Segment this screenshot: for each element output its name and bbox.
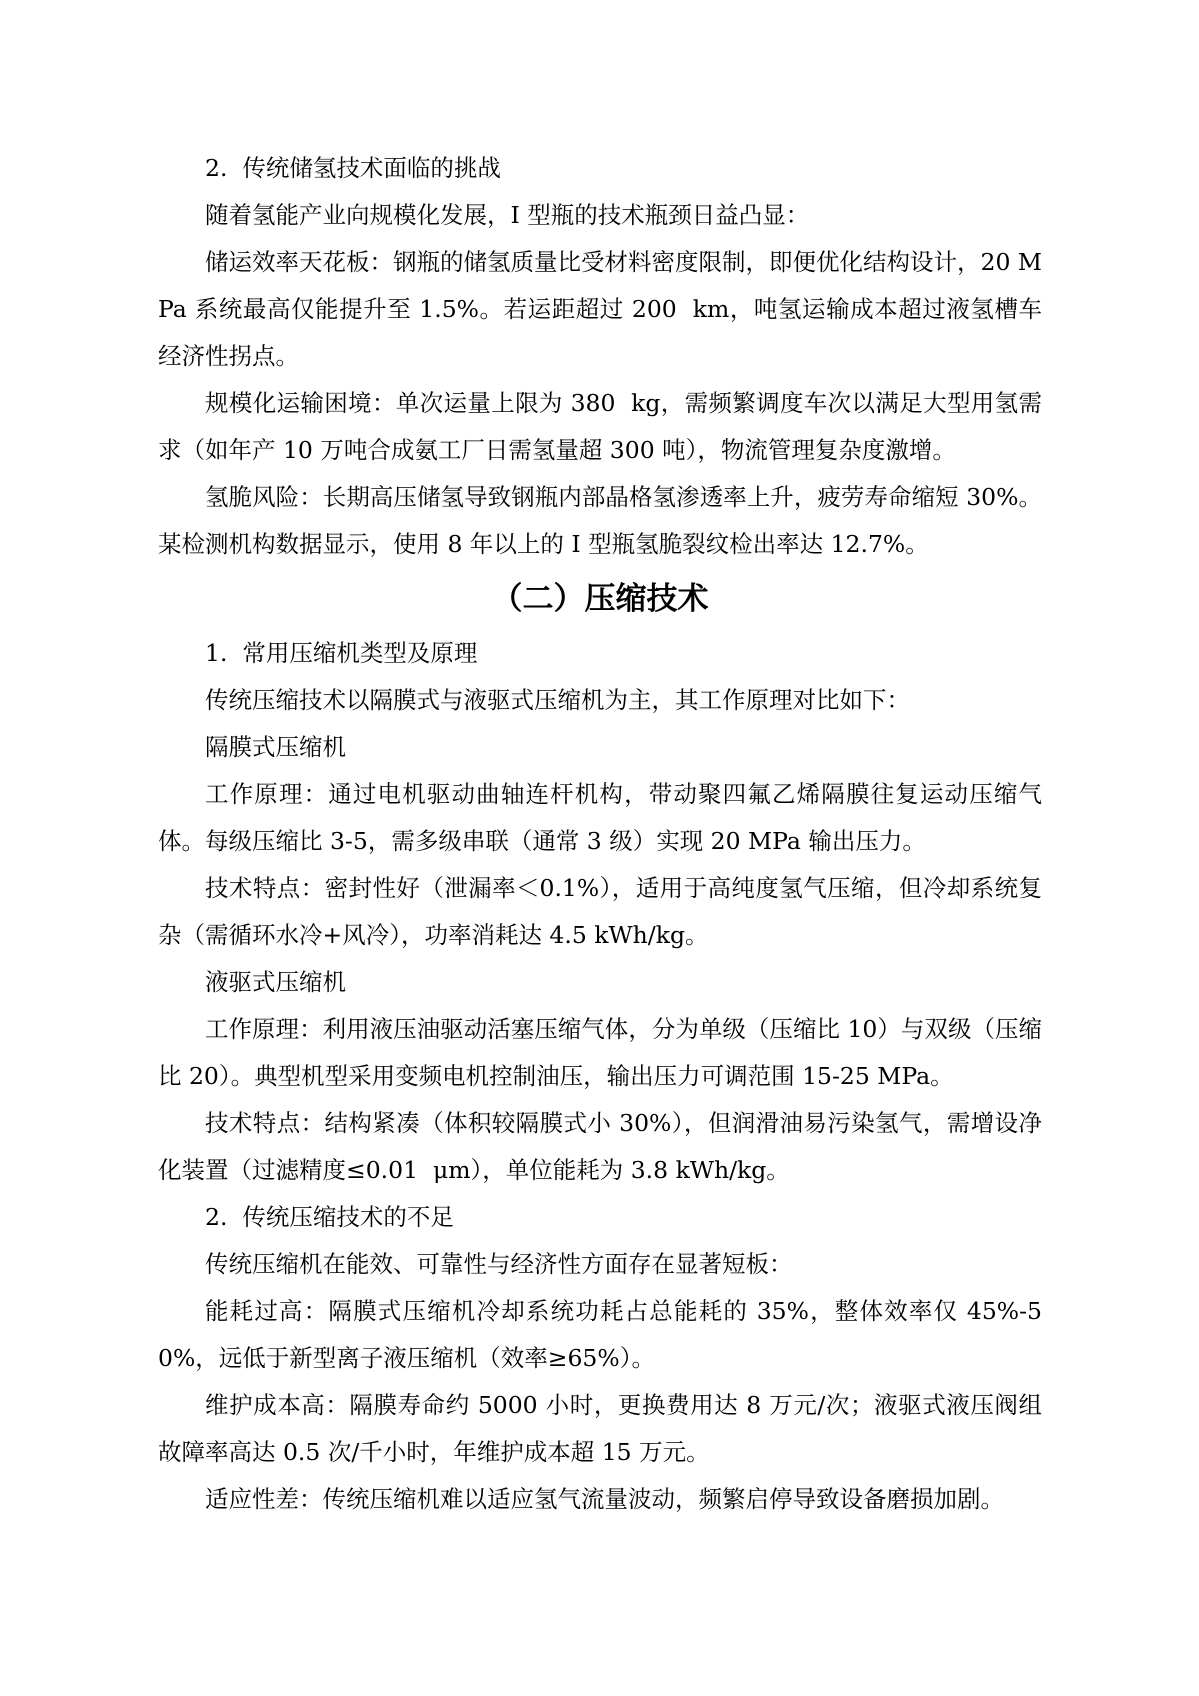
paragraph-challenge-title: 2. 传统储氢技术面临的挑战 xyxy=(205,154,501,182)
paragraph-hydraulic-compressor-label: 液驱式压缩机 xyxy=(205,968,346,996)
paragraph-compressor-types-intro: 传统压缩技术以隔膜式与液驱式压缩机为主，其工作原理对比如下： xyxy=(205,686,910,714)
paragraph-hydraulic-principle: 工作原理：利用液压油驱动活塞压缩气体，分为单级（压缩比 10）与双级（压缩比 20）。典型机型采用变频电机控制油压，输出压力可调范围 15-25 MPa。 xyxy=(158,1015,1042,1090)
paragraph-transport-scale: 规模化运输困境：单次运量上限为 380 kg，需频繁调度车次以满足大型用氢需求（如年产 10 万吨合成氨工厂日需氢量超 300 吨），物流管理复杂度激增。 xyxy=(158,389,1042,464)
paragraph-diaphragm-principle: 工作原理：通过电机驱动曲轴连杆机构，带动聚四氟乙烯隔膜往复运动压缩气体。每级压缩比 3-5，需多级串联（通常 3 级）实现 20 MPa 输出压力。 xyxy=(158,780,1042,855)
paragraph-hydrogen-embrittlement: 氢脆风险：长期高压储氢导致钢瓶内部晶格氢渗透率上升，疲劳寿命缩短 30%。某检测机构数据显示，使用 8 年以上的 I 型瓶氢脆裂纹检出率达 12.7%。 xyxy=(158,483,1042,558)
paragraph-compressor-types-title: 1. 常用压缩机类型及原理 xyxy=(205,639,478,667)
paragraph-poor-adaptability: 适应性差：传统压缩机难以适应氢气流量波动，频繁启停导致设备磨损加剧。 xyxy=(205,1485,1004,1513)
paragraph-shortcomings-title: 2. 传统压缩技术的不足 xyxy=(205,1203,454,1231)
paragraph-hydraulic-features: 技术特点：结构紧凑（体积较隔膜式小 30%），但润滑油易污染氢气，需增设净化装置（过滤精度≤0.01 μm），单位能耗为 3.8 kWh/kg。 xyxy=(158,1109,1042,1184)
paragraph-high-maintenance-cost: 维护成本高：隔膜寿命约 5000 小时，更换费用达 8 万元/次；液驱式液压阀组故障率高达 0.5 次/千小时，年维护成本超 15 万元。 xyxy=(158,1391,1042,1466)
section-heading: （二）压缩技术 xyxy=(491,581,709,617)
paragraph-shortcomings-intro: 传统压缩机在能效、可靠性与经济性方面存在显著短板： xyxy=(205,1250,793,1278)
paragraph-diaphragm-compressor-label: 隔膜式压缩机 xyxy=(205,733,346,761)
paragraph-storage-efficiency: 储运效率天花板：钢瓶的储氢质量比受材料密度限制，即便优化结构设计，20 MPa 系统最高仅能提升至 1.5%。若运距超过 200 km，吨氢运输成本超过液氢槽车经济性拐点。 xyxy=(158,248,1042,370)
paragraph-high-energy-cost: 能耗过高：隔膜式压缩机冷却系统功耗占总能耗的 35%，整体效率仅 45%-50%，远低于新型离子液压缩机（效率≥65%）。 xyxy=(158,1297,1042,1372)
paragraph-diaphragm-features: 技术特点：密封性好（泄漏率＜0.1%），适用于高纯度氢气压缩，但冷却系统复杂（需循环水冷+风冷），功率消耗达 4.5 kWh/kg。 xyxy=(158,874,1042,949)
paragraph-challenge-intro: 随着氢能产业向规模化发展，I 型瓶的技术瓶颈日益凸显： xyxy=(205,201,810,229)
